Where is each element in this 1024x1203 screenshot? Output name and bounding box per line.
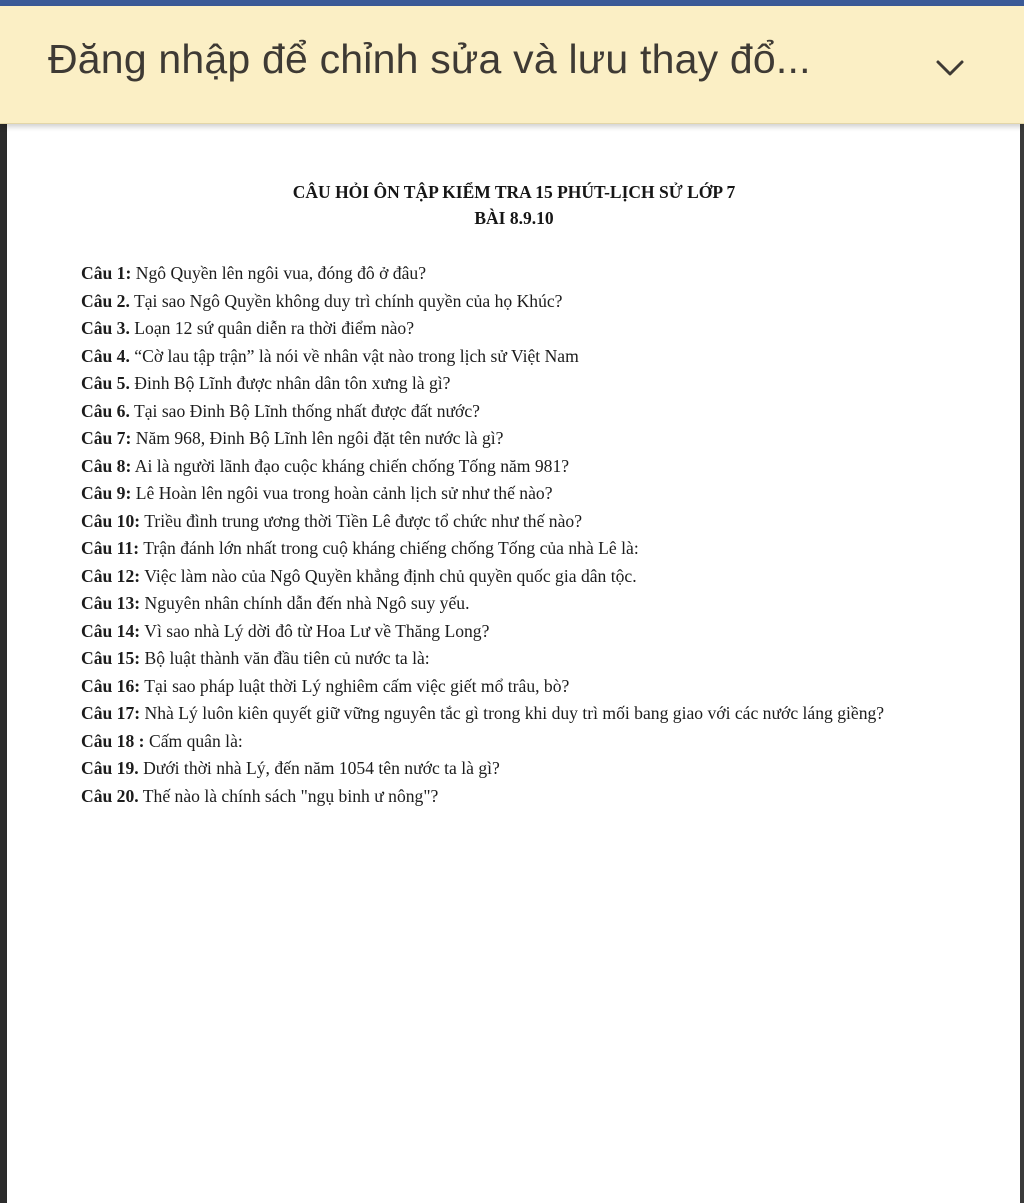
login-banner[interactable] [0, 6, 1024, 124]
question-label: Câu 18 : [81, 730, 145, 751]
question-label: Câu 10: [81, 510, 141, 531]
question-label: Câu 1: [81, 263, 132, 283]
question-text: Tại sao Ngô Quyền không duy trì chính quyền của họ Khúc? [133, 290, 563, 311]
question-text: “Cờ lau tập trận” là nói về nhân vật nào trong lịch sử Việt Nam [134, 345, 579, 366]
question-label: Câu 5. [81, 373, 130, 393]
question-label: Câu 8: [81, 455, 132, 476]
question-text: Năm 968, Đinh Bộ Lĩnh lên ngôi đặt tên nước là gì? [135, 428, 504, 448]
question-text: Thế nào là chính sách "ngụ binh ư nông"? [142, 785, 439, 806]
question-label: Câu 11: [81, 538, 140, 558]
question-item [81, 590, 961, 618]
question-item [81, 728, 961, 756]
question-label: Câu 17: [81, 703, 141, 723]
question-item [81, 700, 961, 728]
question-text: Trận đánh lớn nhất trong cuộ kháng chiếng chống Tống của nhà Lê là: [143, 538, 639, 558]
question-list [81, 260, 961, 810]
question-item [81, 563, 961, 591]
question-item [81, 673, 961, 701]
question-label: Câu 6. [81, 400, 130, 421]
question-text: Ai là người lãnh đạo cuộc kháng chiến chống Tống năm 981? [134, 455, 570, 476]
question-text: Nguyên nhân chính dẫn đến nhà Ngô suy yếu. [144, 593, 470, 613]
question-label: Câu 12: [81, 565, 141, 586]
question-item [81, 480, 961, 508]
question-item [81, 508, 961, 536]
question-item [81, 425, 961, 453]
question-text: Loạn 12 sứ quân diễn ra thời điểm nào? [134, 318, 415, 338]
question-label: Câu 14: [81, 620, 141, 641]
question-item [81, 315, 961, 343]
question-item [81, 343, 961, 371]
question-item [81, 645, 961, 673]
question-text: Vì sao nhà Lý dời đô từ Hoa Lư về Thăng Long? [144, 620, 490, 641]
question-label: Câu 9: [81, 483, 132, 503]
question-text: Ngô Quyền lên ngôi vua, đóng đô ở đâu? [135, 263, 427, 283]
question-label: Câu 16: [81, 675, 141, 696]
question-label: Câu 13: [81, 593, 141, 613]
question-text: Triều đình trung ương thời Tiền Lê được tổ chức như thế nào? [144, 510, 582, 531]
question-text: Cấm quân là: [148, 730, 243, 751]
question-item [81, 618, 961, 646]
viewer-frame-right [1020, 124, 1024, 1203]
document-title: CÂU HỎI ÔN TẬP KIỂM TRA 15 PHÚT-LỊCH SỬ LỚP 7 [292, 182, 736, 202]
question-text: Bộ luật thành văn đầu tiên củ nước ta là: [144, 648, 430, 668]
question-item [81, 370, 961, 398]
question-label: Câu 3. [81, 318, 130, 338]
question-text: Nhà Lý luôn kiên quyết giữ vững nguyên tắc gì trong khi duy trì mối bang giao với các nước láng giềng? [144, 703, 885, 723]
chevron-down-icon[interactable] [928, 46, 972, 90]
question-item [81, 453, 961, 481]
question-item [81, 755, 961, 783]
question-text: Lê Hoàn lên ngôi vua trong hoàn cảnh lịch sử như thế nào? [135, 483, 553, 503]
question-text: Việc làm nào của Ngô Quyền khẳng định chủ quyền quốc gia dân tộc. [144, 565, 637, 586]
question-item [81, 398, 961, 426]
question-label: Câu 19. [81, 758, 139, 778]
question-text: Đinh Bộ Lĩnh được nhân dân tôn xưng là gì? [134, 373, 451, 393]
question-label: Câu 15: [81, 648, 141, 668]
document-page [6, 124, 1020, 1203]
question-item [81, 288, 961, 316]
document-subtitle: BÀI 8.9.10 [474, 208, 554, 228]
question-label: Câu 20. [81, 785, 139, 806]
question-text: Tại sao pháp luật thời Lý nghiêm cấm việc giết mổ trâu, bò? [144, 675, 570, 696]
question-text: Dưới thời nhà Lý, đến năm 1054 tên nước ta là gì? [143, 758, 500, 778]
question-item [81, 783, 961, 811]
question-item [81, 535, 961, 563]
question-label: Câu 2. [81, 290, 130, 311]
question-item [81, 260, 961, 288]
question-text: Tại sao Đinh Bộ Lĩnh thống nhất được đất nước? [133, 400, 480, 421]
login-banner-text: Đăng nhập để chỉnh sửa và lưu thay đổ... [48, 36, 811, 82]
question-label: Câu 4. [81, 345, 130, 366]
question-label: Câu 7: [81, 428, 132, 448]
